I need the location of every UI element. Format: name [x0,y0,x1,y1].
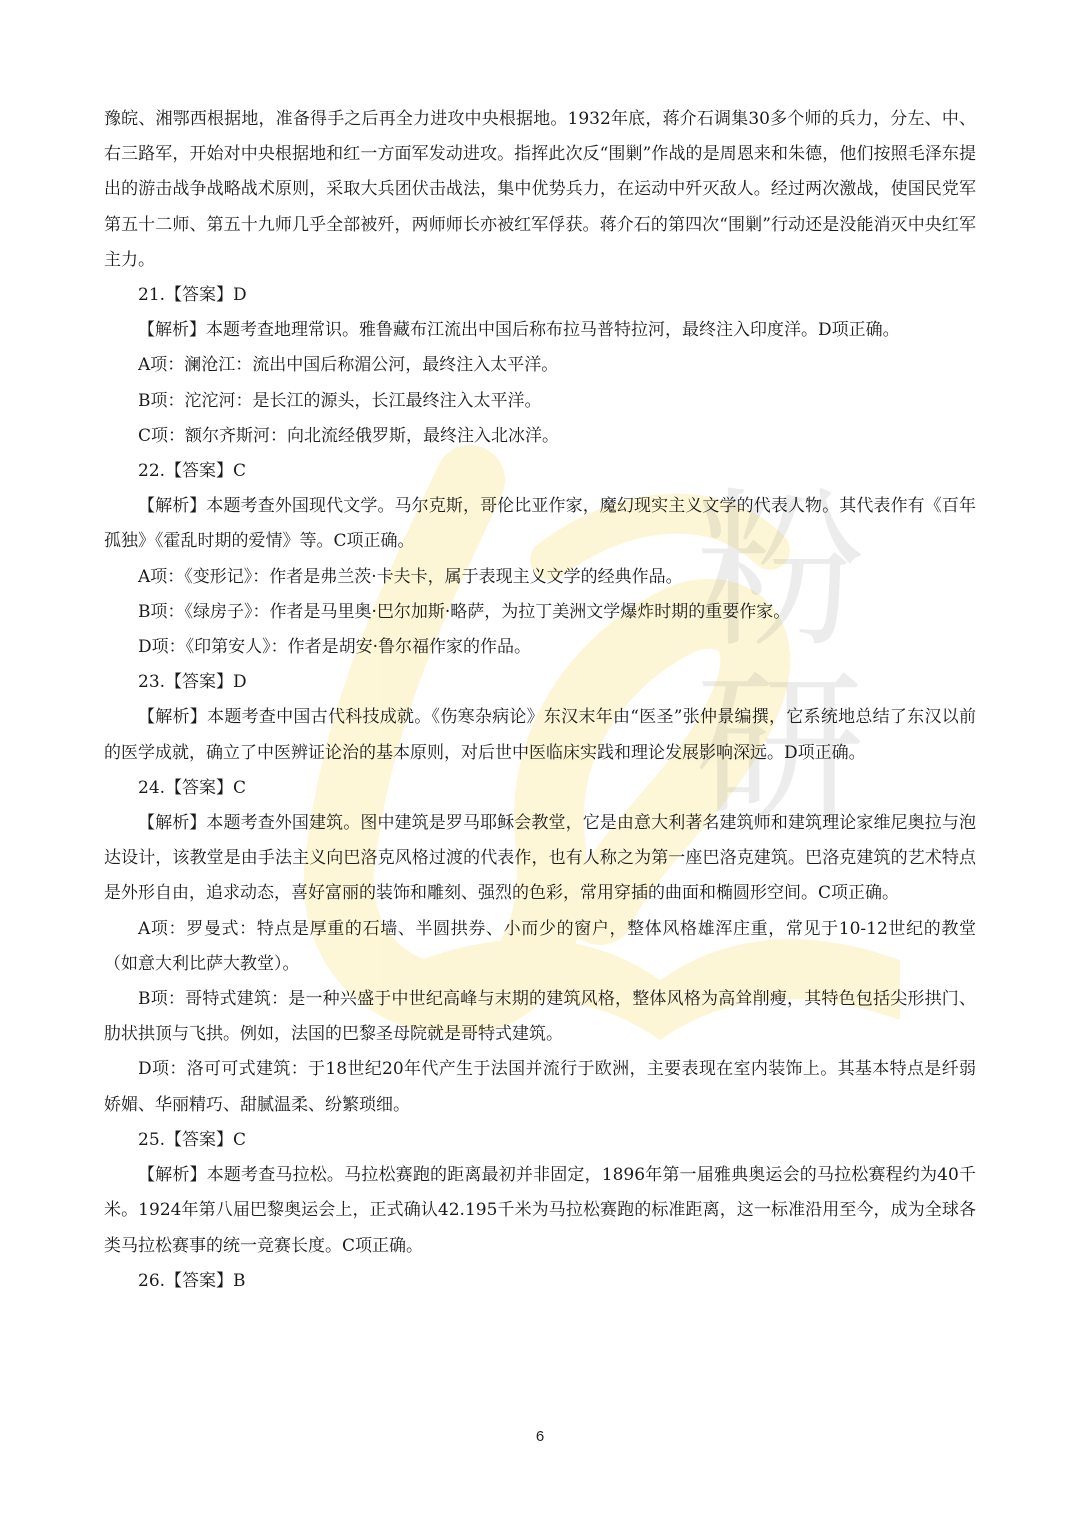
answer-21: 21.【答案】D [138,285,247,306]
option-c-21: C项：额尔齐斯河：向北流经俄罗斯，最终注入北冰洋。 [138,425,560,446]
option-a-24: A项：罗曼式：特点是厚重的石墙、半圆拱券、小而少的窗户，整体风格雄浑庄重，常见于10-12世纪的教堂（如意大利比萨大教堂）。 [104,918,976,974]
answer-24: 24.【答案】C [138,777,247,798]
paragraph-continuation: 豫皖、湘鄂西根据地，准备得手之后再全力进攻中央根据地。1932年底，蒋介石调集30多个师的兵力，分左、中、右三路军，开始对中央根据地和红一方面军发动进攻。指挥此次反“围剿”作战的是周恩来和朱德，他们按照毛泽东提出的游击战争战略战术原则，采取大兵团伏击战法，集中优势兵力，在运动中歼灭敌人。经过两次激战，使国民党军第五十二师、第五十九师几乎全部被歼，两师师长亦被红军俘获。蒋介石的第四次“围剿”行动还是没能消灭中央红军主力。 [104,109,976,270]
answer-22: 22.【答案】C [138,461,247,482]
option-b-22: B项：《绿房子》：作者是马里奥·巴尔加斯·略萨，为拉丁美洲文学爆炸时期的重要作家。 [138,601,791,622]
svg-text:粉: 粉 [695,473,866,671]
option-d-24: D项：洛可可式建筑：于18世纪20年代产生于法国并流行于欧洲，主要表现在室内装饰上。其基本特点是纤弱娇媚、华丽精巧、甜腻温柔、纷繁琐细。 [104,1059,976,1115]
option-d-22: D项：《印第安人》：作者是胡安·鲁尔福作家的作品。 [138,637,532,658]
analysis-25: 【解析】本题考查马拉松。马拉松赛跑的距离最初并非固定，1896年第一届雅典奥运会的马拉松赛程约为40千米。1924年第八届巴黎奥运会上，正式确认42.195千米为马拉松赛跑的标准距离，这一标准沿用至今，成为全球各类马拉松赛事的统一竞赛长度。C项正确。 [104,1165,976,1256]
analysis-21: 【解析】本题考查地理常识。雅鲁藏布江流出中国后称布拉马普特拉河，最终注入印度洋。D项正确。 [138,320,900,341]
svg-text:研: 研 [695,653,866,851]
option-a-21: A项：澜沧江：流出中国后称湄公河，最终注入太平洋。 [138,355,559,376]
page-number: 6 [535,1428,545,1445]
option-b-24: B项：哥特式建筑：是一种兴盛于中世纪高峰与末期的建筑风格，整体风格为高耸削瘦，其特色包括尖形拱门、肋状拱顶与飞拱。例如，法国的巴黎圣母院就是哥特式建筑。 [104,989,976,1045]
answer-explanations [104,102,976,1299]
analysis-23: 【解析】本题考查中国古代科技成就。《伤寒杂病论》东汉末年由“医圣”张仲景编撰，它系统地总结了东汉以前的医学成就，确立了中医辨证论治的基本原则，对后世中医临床实践和理论发展影响深远。D项正确。 [104,707,976,763]
answer-25: 25.【答案】C [138,1129,247,1150]
answer-23: 23.【答案】D [138,672,247,693]
option-b-21: B项：沱沱河：是长江的源头，长江最终注入太平洋。 [138,390,542,411]
answer-26: 26.【答案】B [138,1270,246,1291]
analysis-24: 【解析】本题考查外国建筑。图中建筑是罗马耶稣会教堂，它是由意大利著名建筑师和建筑理论家维尼奥拉与泡达设计，该教堂是由手法主义向巴洛克风格过渡的代表作，也有人称之为第一座巴洛克建筑。巴洛克建筑的艺术特点是外形自由，追求动态，喜好富丽的装饰和雕刻、强烈的色彩，常用穿插的曲面和椭圆形空间。C项正确。 [104,813,976,904]
option-a-22: A项：《变形记》：作者是弗兰茨·卡夫卡，属于表现主义文学的经典作品。 [138,566,683,587]
analysis-22: 【解析】本题考查外国现代文学。马尔克斯，哥伦比亚作家，魔幻现实主义文学的代表人物。其代表作有《百年孤独》《霍乱时期的爱情》等。C项正确。 [104,496,976,552]
